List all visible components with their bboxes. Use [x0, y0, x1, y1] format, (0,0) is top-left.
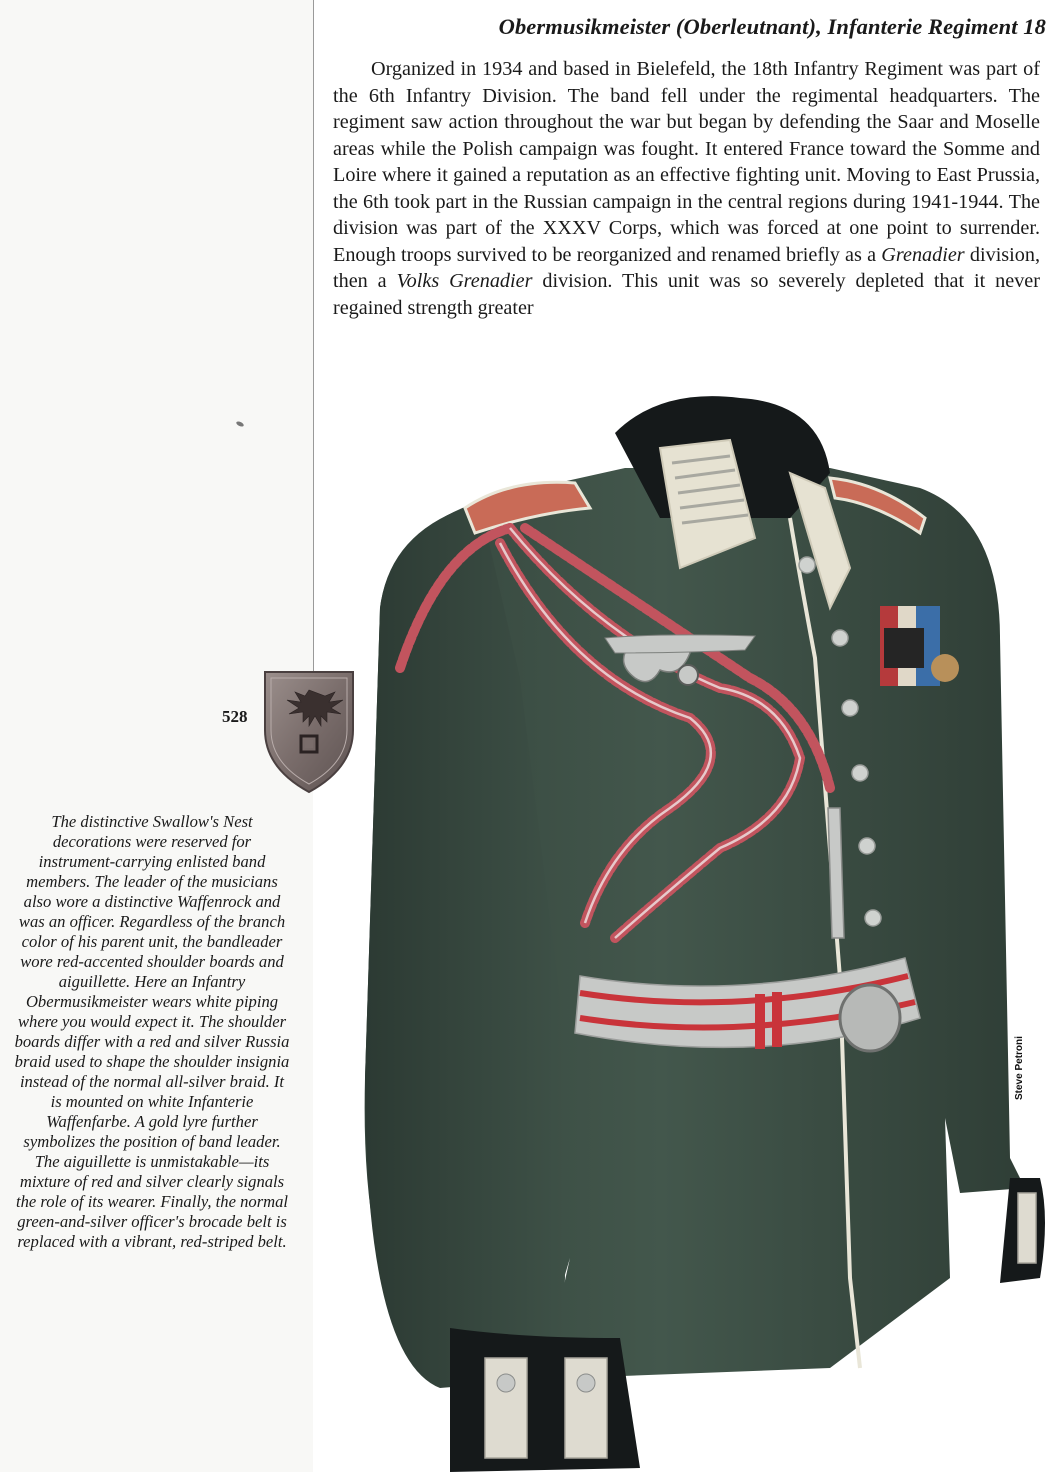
body-text-run: division. This unit was so severely depleted that it never regained strength greater [333, 270, 1040, 319]
page-number: 528 [222, 707, 248, 726]
uniform-tunic-photo [360, 378, 1050, 1472]
column-divider [313, 0, 314, 768]
page-title: Obermusikmeister (Oberleutnant), Infanterie Regiment 18 [498, 14, 1046, 39]
photo-credit: Steve Petroni [1014, 1036, 1025, 1100]
photo-caption: The distinctive Swallow's Nest decorations were reserved for instrument-carrying enlisted band members. The leader of the musicians also wore a distinctive Waffenrock and was an officer. Regardless of the branch color of his parent unit, the bandleader wore red-accented shoulder boards and aiguillette. Here an Infantry Obermusikmeister wears white piping where you would expect it. The shoulder boards differ with a red and silver Russia braid used to shape the shoulder insignia instead of the normal all-silver braid. It is mounted on white Infanterie Waffenfarbe. A gold lyre further symbolizes the position of band leader. The aiguillette is unmistakable—its mixture of red and silver clearly signals the role of its wearer. Finally, the normal green-and-silver officer's brocade belt is replaced with a vibrant, red-striped belt. [14, 812, 290, 1251]
italic-term: Grenadier [881, 243, 965, 266]
regiment-shield-insignia [261, 668, 357, 794]
italic-term: Volks Grenadier [396, 270, 533, 292]
body-text-run: division, then a [333, 243, 1040, 292]
body-text-run: Organized in 1934 and based in Bielefeld, the 18th Infantry Regiment was part of the 6th Infantry Division. The band fell under the regimental headquarters. The regiment saw action throughout the war but began by defending the Saar and Moselle areas while the Polish campaign was fought. It entered France toward the Somme and Loire where it gained a reputation as an effective fighting unit. Moving to East Prussia, the 6th took part in the Russian campaign in the central regions during 1941-1944. The division was part of the XXXV Corps, which was forced at one point to surrender. Enough troops survived to be reorganized and renamed briefly as a [333, 58, 1040, 266]
body-paragraph [333, 56, 1040, 321]
